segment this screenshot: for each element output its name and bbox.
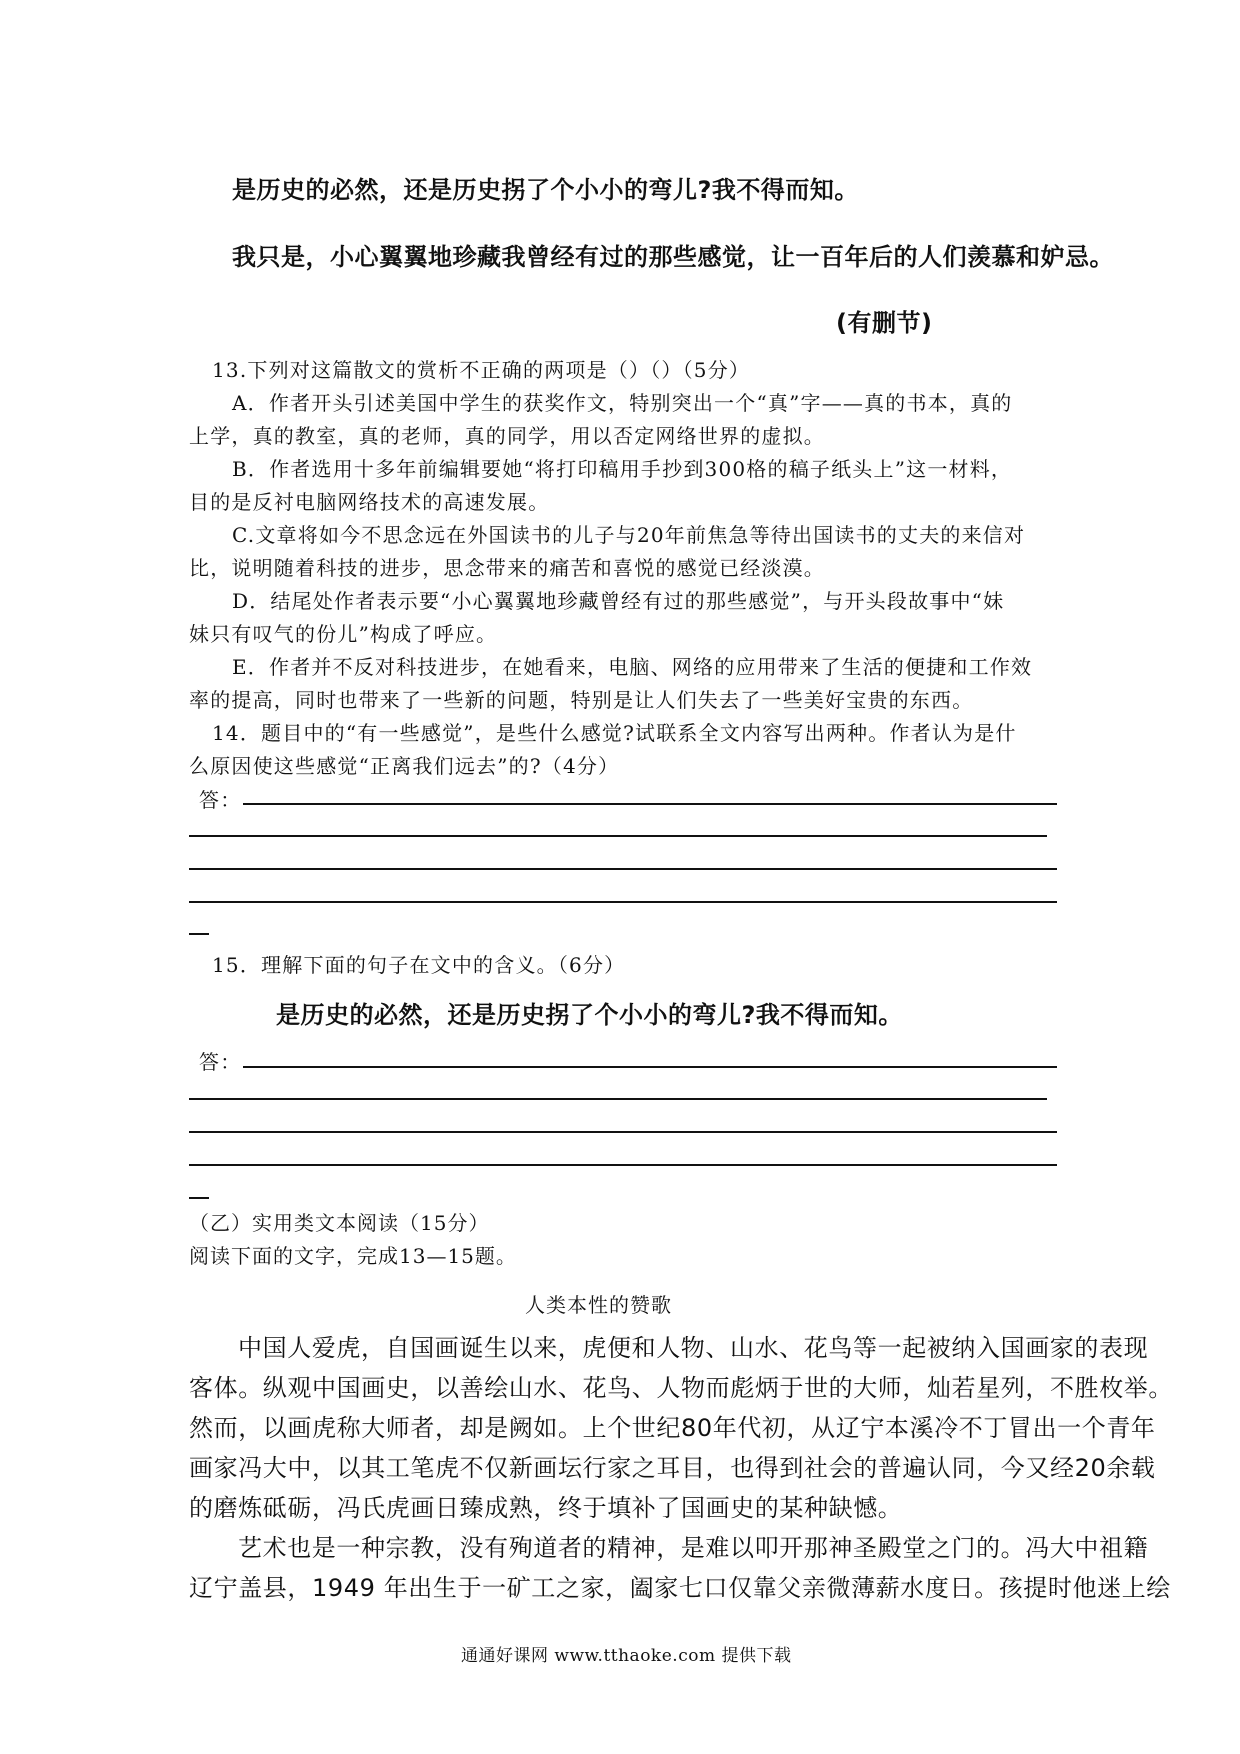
q14-answer-line-3[interactable] bbox=[189, 868, 1057, 870]
q15-stem: 15．理解下面的句子在文中的含义。（6分） bbox=[212, 953, 626, 977]
page-footer: 通通好课网 www.tthaoke.com 提供下载 bbox=[461, 1646, 792, 1666]
q15-answer-label: 答： bbox=[199, 1050, 242, 1074]
q13-stem: 13.下列对这篇散文的赏析不正确的两项是（）（）（5分） bbox=[212, 358, 751, 382]
passage-line-2: 我只是，小心翼翼地珍藏我曾经有过的那些感觉，让一百年后的人们羡慕和妒忌。 bbox=[232, 243, 1114, 271]
q13-option-e-line1: E．作者并不反对科技进步，在她看来，电脑、网络的应用带来了生活的便捷和工作效 bbox=[232, 655, 1033, 679]
q13-option-e-line2: 率的提高，同时也带来了一些新的问题，特别是让人们失去了一些美好宝贵的东西。 bbox=[189, 688, 974, 712]
q13-option-b-line2: 目的是反衬电脑网络技术的高速发展。 bbox=[189, 490, 550, 514]
section-instruction: 阅读下面的文字，完成13—15题。 bbox=[189, 1244, 517, 1268]
article-line: 的磨炼砥砺，冯氏虎画日臻成熟，终于填补了国画史的某种缺憾。 bbox=[189, 1494, 903, 1522]
article-line: 客体。纵观中国画史，以善绘山水、花鸟、人物而彪炳于世的大师，灿若星列，不胜枚举。 bbox=[189, 1374, 1173, 1402]
q13-option-d-line2: 妹只有叹气的份儿”构成了呼应。 bbox=[189, 622, 498, 646]
q13-option-b-line1: B．作者选用十多年前编辑要她“将打印稿用手抄到300格的稿子纸头上”这一材料， bbox=[232, 457, 1013, 481]
article-line: 辽宁盖县，1949 年出生于一矿工之家，阖家七口仅靠父亲微薄薪水度日。孩提时他迷上绘 bbox=[189, 1574, 1171, 1602]
q15-answer-line-2[interactable] bbox=[189, 1098, 1047, 1100]
q15-answer-line-end bbox=[189, 1197, 209, 1199]
q15-answer-line-4[interactable] bbox=[189, 1164, 1057, 1166]
q15-answer-line-1[interactable] bbox=[243, 1066, 1057, 1068]
passage-line-1: 是历史的必然，还是历史拐了个小小的弯儿?我不得而知。 bbox=[232, 176, 859, 204]
article-line: 中国人爱虎，自国画诞生以来，虎便和人物、山水、花鸟等一起被纳入国画家的表现 bbox=[238, 1334, 1149, 1362]
q14-answer-line-2[interactable] bbox=[189, 835, 1047, 837]
passage-note: (有删节) bbox=[836, 309, 933, 337]
article-line: 艺术也是一种宗教，没有殉道者的精神，是难以叩开那神圣殿堂之门的。冯大中祖籍 bbox=[238, 1534, 1149, 1562]
article-line: 然而，以画虎称大师者，却是阙如。上个世纪80年代初，从辽宁本溪冷不丁冒出一个青年 bbox=[189, 1414, 1156, 1442]
q14-answer-line-end bbox=[189, 933, 209, 935]
q15-answer-line-3[interactable] bbox=[189, 1131, 1057, 1133]
q15-quote: 是历史的必然，还是历史拐了个小小的弯儿?我不得而知。 bbox=[276, 1001, 903, 1029]
q13-option-d-line1: D．结尾处作者表示要“小心翼翼地珍藏曾经有过的那些感觉”，与开头段故事中“妹 bbox=[232, 589, 1005, 613]
q14-answer-label: 答： bbox=[199, 788, 242, 812]
q14-answer-line-1[interactable] bbox=[243, 803, 1057, 805]
q14-stem-line1: 14．题目中的“有一些感觉”，是些什么感觉?试联系全文内容写出两种。作者认为是什 bbox=[212, 721, 1017, 745]
q14-stem-line2: 么原因使这些感觉“正离我们远去”的?（4分） bbox=[189, 754, 620, 778]
q13-option-c-line2: 比，说明随着科技的进步，思念带来的痛苦和喜悦的感觉已经淡漠。 bbox=[189, 556, 825, 580]
section-heading: （乙）实用类文本阅读（15分） bbox=[189, 1211, 490, 1235]
q13-option-c-line1: C.文章将如今不思念远在外国读书的儿子与20年前焦急等待出国读书的丈夫的来信对 bbox=[232, 523, 1026, 547]
q13-option-a-line2: 上学，真的教室，真的老师，真的同学，用以否定网络世界的虚拟。 bbox=[189, 424, 825, 448]
q14-answer-line-4[interactable] bbox=[189, 901, 1057, 903]
article-line: 画家冯大中，以其工笔虎不仅新画坛行家之耳目，也得到社会的普遍认同，今又经20余载 bbox=[189, 1454, 1156, 1482]
q13-option-a-line1: A．作者开头引述美国中学生的获奖作文，特别突出一个“真”字——真的书本，真的 bbox=[232, 391, 1013, 415]
article-title: 人类本性的赞歌 bbox=[525, 1293, 672, 1317]
